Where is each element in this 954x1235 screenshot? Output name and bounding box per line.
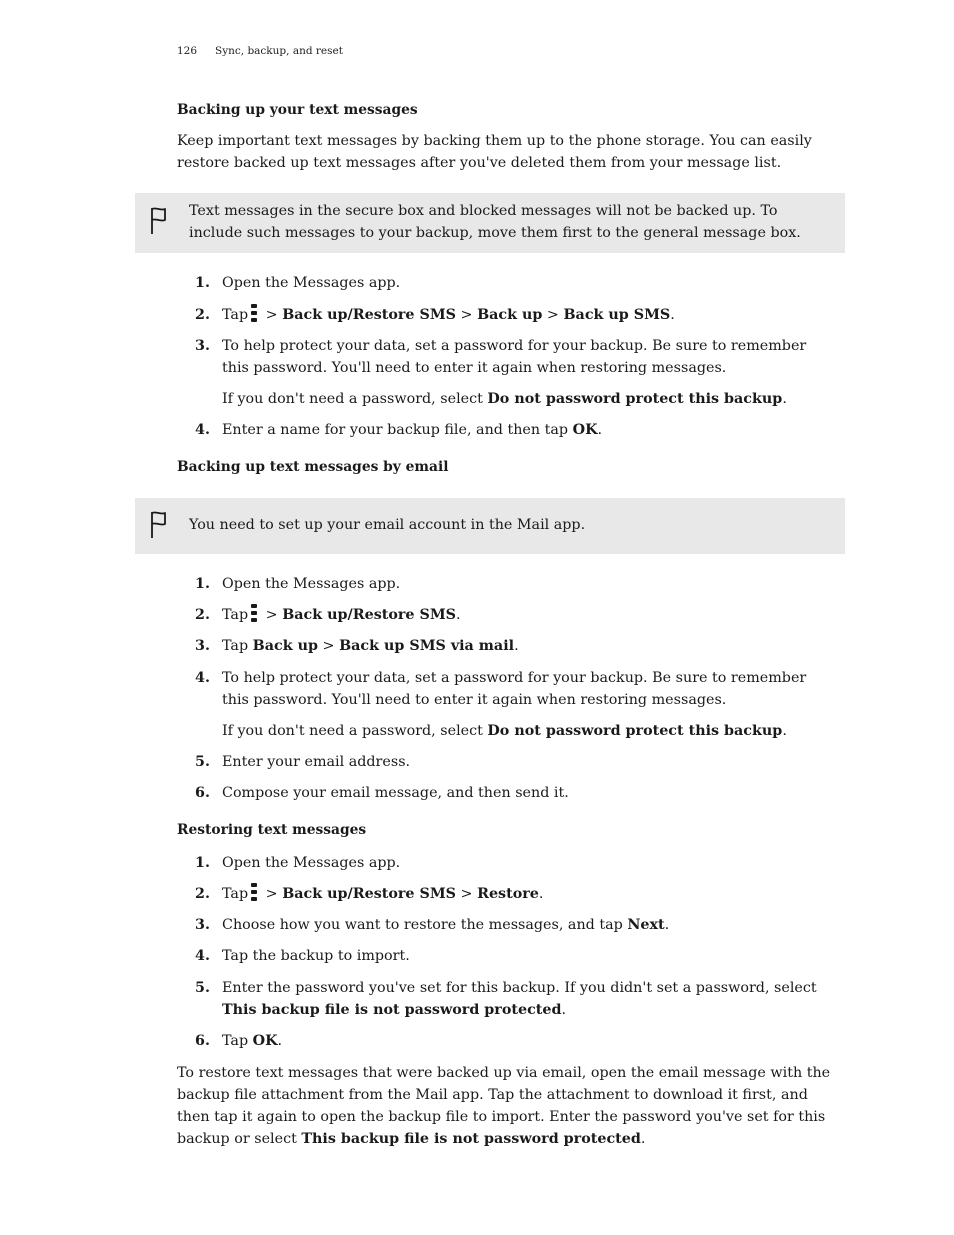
step-text: Tap OK. (222, 1033, 283, 1049)
step-number: 1. (195, 275, 210, 291)
kebab-menu-icon (251, 883, 257, 901)
section-heading: Restoring text messages (177, 822, 367, 838)
flag-icon (149, 206, 167, 236)
note-text: You need to set up your email account in the Mail app. (189, 517, 586, 533)
section-title: Sync, backup, and reset (215, 45, 343, 57)
step-number: 5. (195, 754, 210, 770)
step-number: 4. (195, 670, 210, 686)
step-number: 3. (195, 917, 210, 933)
flag-icon (149, 510, 167, 540)
intro-paragraph: Keep important text messages by backing them up to the phone storage. You can easily restore backed up text messages after you've deleted them from your message list. (177, 133, 812, 171)
step-text: Tap > Back up/Restore SMS > Restore. (222, 883, 822, 905)
step-number: 6. (195, 1033, 210, 1049)
section-heading: Backing up your text messages (177, 102, 418, 118)
step-number: 5. (195, 980, 210, 996)
step-number: 3. (195, 638, 210, 654)
step-text: Open the Messages app. (222, 576, 401, 592)
note-box (135, 193, 845, 253)
step-text: Tap > Back up/Restore SMS. (222, 604, 822, 626)
step-text: Tap the backup to import. (222, 948, 410, 964)
step-text: To help protect your data, set a password for your backup. Be sure to remember this password. You'll need to enter it again when restoring messages. (222, 670, 807, 708)
step-number: 1. (195, 576, 210, 592)
step-number: 2. (195, 307, 210, 323)
step-text: Tap > Back up/Restore SMS > Back up > Back up SMS. (222, 304, 822, 326)
step-number: 2. (195, 607, 210, 623)
step-text: Enter your email address. (222, 754, 411, 770)
step-subnote: If you don't need a password, select Do not password protect this backup. (222, 723, 787, 739)
step-number: 6. (195, 785, 210, 801)
step-number: 1. (195, 855, 210, 871)
step-text: Enter the password you've set for this backup. If you didn't set a password, select This backup file is not password protected. (222, 980, 817, 1018)
step-text: Open the Messages app. (222, 275, 401, 291)
step-text: Tap Back up > Back up SMS via mail. (222, 638, 519, 654)
step-text: Open the Messages app. (222, 855, 401, 871)
step-number: 4. (195, 948, 210, 964)
note-box (135, 498, 845, 554)
kebab-menu-icon (251, 304, 257, 322)
outro-paragraph: To restore text messages that were backed up via email, open the email message with the backup file attachment from the Mail app. Tap the attachment to download it first, and then tap it again to open the backup file to import. Enter the password you've set for this backup or select This backup file is not password protected. (177, 1065, 831, 1147)
step-text: Choose how you want to restore the messages, and tap Next. (222, 917, 670, 933)
step-number: 2. (195, 886, 210, 902)
page-header (177, 44, 343, 58)
section-heading: Backing up text messages by email (177, 459, 449, 475)
step-number: 3. (195, 338, 210, 354)
step-subnote: If you don't need a password, select Do not password protect this backup. (222, 391, 787, 407)
page-number: 126 (177, 45, 198, 57)
note-text: Text messages in the secure box and blocked messages will not be backed up. To include such messages to your backup, move them first to the general message box. (189, 203, 801, 241)
kebab-menu-icon (251, 604, 257, 622)
step-text: To help protect your data, set a password for your backup. Be sure to remember this password. You'll need to enter it again when restoring messages. (222, 338, 807, 376)
step-text: Compose your email message, and then send it. (222, 785, 569, 801)
step-text: Enter a name for your backup file, and then tap OK. (222, 422, 603, 438)
step-number: 4. (195, 422, 210, 438)
